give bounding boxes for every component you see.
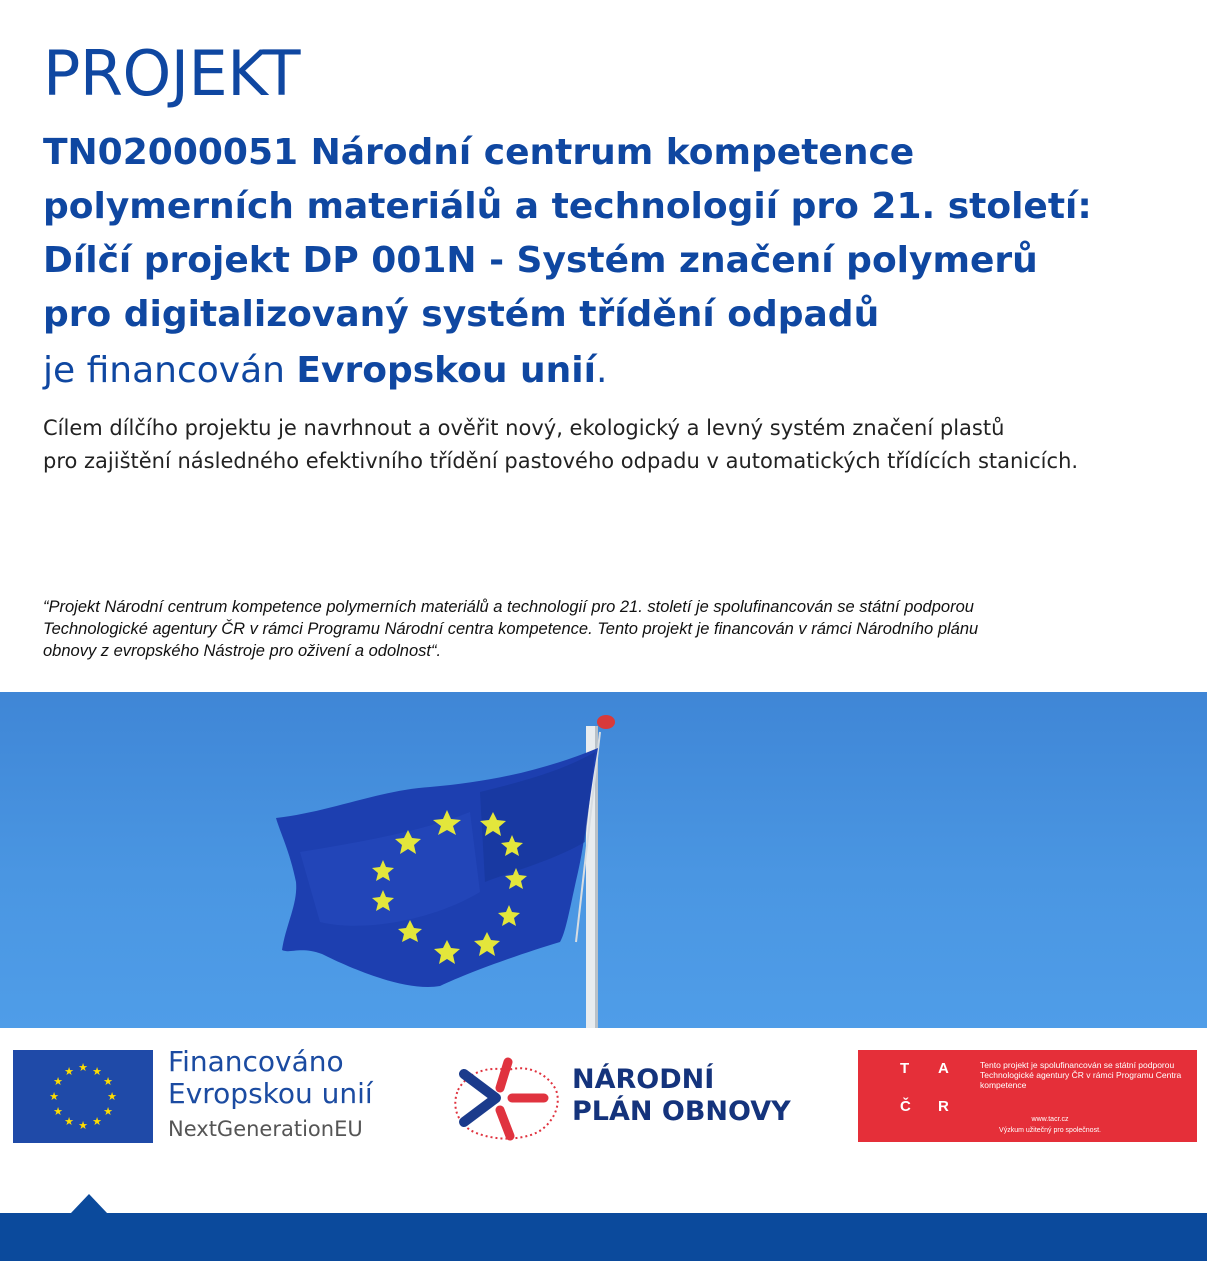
tacr-slogan: Výzkum užitečný pro společnost.: [999, 1127, 1101, 1134]
quote-line: “Projekt Národní centrum kompetence polymerních materiálů a technologií pro 21. století je spolufinancován se státní podporou: [43, 598, 974, 616]
project-title: [43, 126, 1183, 342]
quote-line: Technologické agentury ČR v rámci Programu Národní centra kompetence. Tento projekt je financován v rámci Národního plánu: [43, 620, 979, 638]
tacr-website: www.tacr.cz: [1031, 1116, 1069, 1123]
eu-funding-logo-text: [168, 1046, 373, 1146]
flagpole-finial: [597, 715, 615, 729]
project-label: PROJEKT: [43, 37, 300, 110]
eu-logo-line: Evropskou unií: [168, 1077, 373, 1110]
funding-prefix: je financován: [43, 350, 297, 391]
npo-mark-icon: [448, 1050, 568, 1150]
title-line: polymerních materiálů a technologií pro 21. století:: [43, 186, 1092, 227]
eu-flag-photo: [0, 692, 1207, 1028]
next-generation-eu: NextGenerationEU: [168, 1117, 363, 1141]
svg-text:★: ★: [107, 1090, 117, 1103]
svg-text:★: ★: [53, 1105, 63, 1118]
svg-text:★: ★: [78, 1119, 88, 1132]
tacr-letter: Č: [900, 1098, 911, 1115]
title-line: TN02000051 Národní centrum kompetence: [43, 132, 915, 173]
eu-logo-line: Financováno: [168, 1045, 344, 1078]
eu-stars: [49, 1061, 117, 1132]
goal-line: Cílem dílčího projektu je navrhnout a ověřit nový, ekologický a levný systém značení plastů: [43, 416, 1005, 440]
logo-strip: [0, 1028, 1207, 1213]
tacr-letter: A: [938, 1060, 949, 1077]
tacr-description: Tento projekt je spolufinancován se státní podporou Technologické agentury ČR v rámci Programu Centra kompetence: [980, 1060, 1182, 1090]
funding-quote: [43, 596, 1173, 662]
goal-line: pro zajištění následného efektivního třídění pastového odpadu v automatických třídících stanicích.: [43, 449, 1079, 473]
tacr-letter: R: [938, 1098, 949, 1115]
svg-text:★: ★: [64, 1115, 74, 1128]
svg-text:★: ★: [92, 1115, 102, 1128]
svg-text:★: ★: [92, 1065, 102, 1078]
tacr-footer: [980, 1114, 1120, 1136]
svg-text:★: ★: [103, 1075, 113, 1088]
footer-bar: [0, 1213, 1207, 1261]
eu-flag-logo: [13, 1050, 153, 1143]
npo-logo-text: [572, 1064, 791, 1128]
funding-statement: [43, 350, 607, 391]
npo-logo: [448, 1050, 808, 1150]
quote-line: obnovy z evropského Nástroje pro oživení a odolnost“.: [43, 642, 442, 660]
tacr-logo: [858, 1050, 1197, 1142]
title-line: pro digitalizovaný systém třídění odpadů: [43, 294, 880, 335]
svg-text:★: ★: [53, 1075, 63, 1088]
footer-tab: [71, 1194, 107, 1213]
svg-text:★: ★: [103, 1105, 113, 1118]
funding-suffix: .: [595, 350, 608, 391]
project-goal: [43, 412, 1183, 478]
svg-text:★: ★: [64, 1065, 74, 1078]
svg-text:★: ★: [78, 1061, 88, 1074]
title-line: Dílčí projekt DP 001N - Systém značení polymerů: [43, 240, 1038, 281]
svg-text:★: ★: [49, 1090, 59, 1103]
tacr-letter: T: [900, 1060, 910, 1077]
npo-line: NÁRODNÍ: [572, 1064, 715, 1095]
funding-eu: Evropskou unií: [296, 350, 596, 391]
npo-line: PLÁN OBNOVY: [572, 1096, 791, 1127]
